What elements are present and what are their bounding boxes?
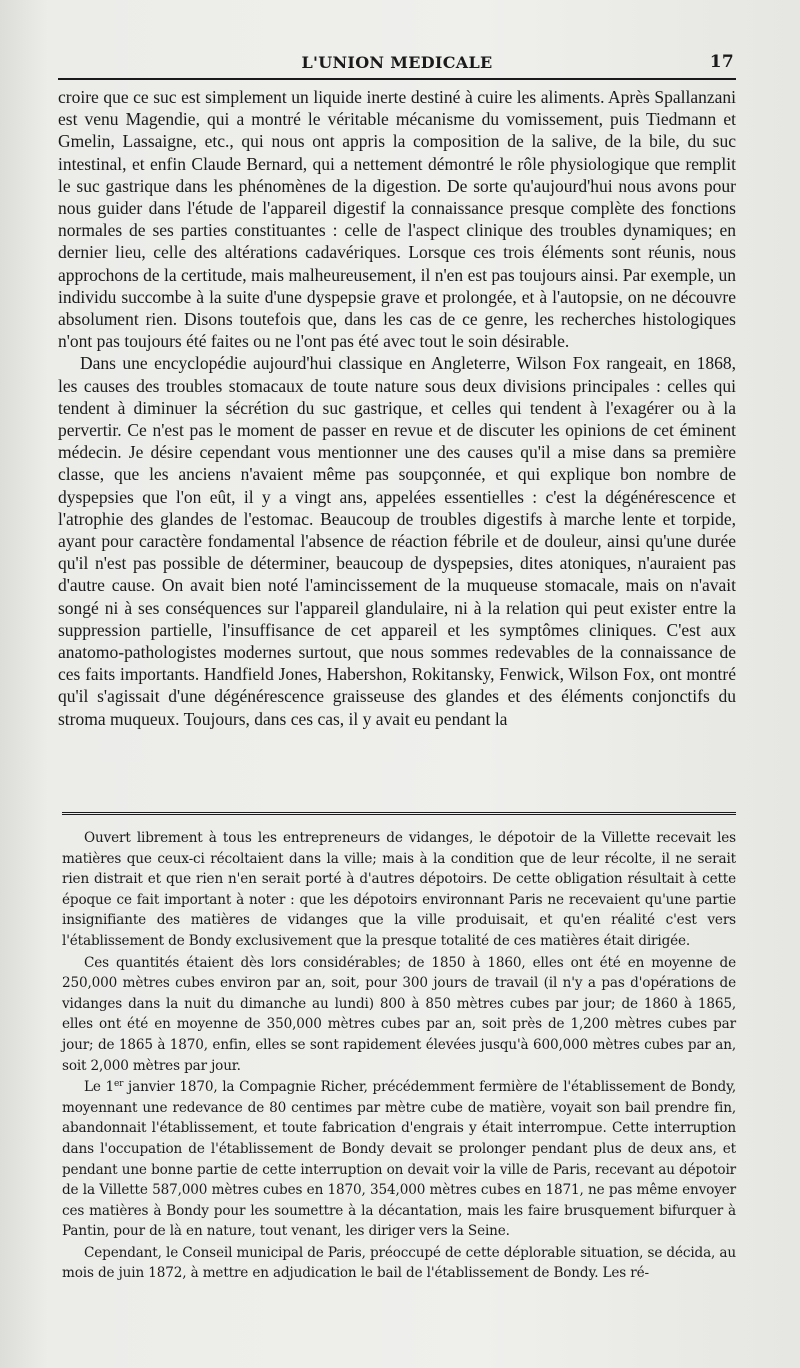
footnote-paragraph-text: janvier 1870, la Compagnie Richer, précédemment fermière de l'établissement de Bondy, moyennant une redevance de 80 centimes par mètre cube de matière, voyait son bail prendre fin, abandonnait l'établissement, et toute fabrication d'engrais y était interrompue. Cette interruption dans l'occupation de l'établissement de Bondy devait se prolonger pendant plus de deux ans, et pendant une bonne partie de cette interruption on devait voir la ville de Paris, recevant au dépotoir de la Villette 587,000 mètres cubes en 1870, 354,000 mètres cubes en 1871, ne pas même envoyer ces matières à Bondy pour les soumettre à la décantation, mais les faire brusquement bifurquer à Pantin, pour de là en nature, tout venant, les diriger vers la Seine. (62, 1079, 736, 1240)
body-text (58, 86, 736, 730)
journal-title: L'UNION MEDICALE (301, 53, 493, 72)
running-head (60, 44, 734, 74)
footnote-rule (62, 812, 736, 815)
body-paragraph: croire que ce suc est simplement un liquide inerte destiné à cuire les aliments. Après Spallanzani est venu Magendie, qui a montré le véritable mécanisme du vomissement, puis Tiedmann et Gmelin, Lassaigne, etc., qui nous ont appris la composition de la salive, de la bile, du suc intestinal, et enfin Claude Bernard, qui a nettement démontré le rôle physiologique que remplit le suc gastrique dans les phénomènes de la digestion. De sorte qu'aujourd'hui nous avons pour nous guider dans l'étude de l'appareil digestif la connaissance presque complète des fonctions normales de ses parties constituantes : celle de l'aspect clinique des troubles dynamiques; en dernier lieu, celle des altérations cadavériques. Lorsque ces trois éléments sont réunis, nous approchons de la certitude, mais malheureusement, il n'en est pas toujours ainsi. Par exemple, un individu succombe à la suite d'une dyspepsie grave et prolongée, et à l'autopsie, on ne découvre absolument rien. Disons toutefois que, dans les cas de ce genre, les recherches histologiques n'ont pas toujours été faites ou ne l'ont pas été avec tout le soin désirable. (58, 87, 736, 352)
ordinal-superscript: er (113, 1079, 124, 1090)
page-number: 17 (709, 52, 734, 72)
body-paragraph: Dans une encyclopédie aujourd'hui classique en Angleterre, Wilson Fox rangeait, en 1868, les causes des troubles stomacaux de toute nature sous deux divisions principales : celles qui tendent à diminuer la sécrétion du suc gastrique, et celles qui tendent à l'exagérer ou à la pervertir. Ce n'est pas le moment de passer en revue et de discuter les opinions de cet éminent médecin. Je désire cependant vous mentionner une des causes qu'il a mise dans sa première classe, que les anciens n'avaient même pas soupçonnée, et qui explique bon nombre de dyspepsies que l'on eût, il y a vingt ans, appelées essentielles : c'est la dégénérescence et l'atrophie des glandes de l'estomac. Beaucoup de troubles digestifs à marche lente et torpide, ayant pour caractère fondamental l'absence de réaction fébrile et de douleur, ainsi qu'une durée qu'il n'est pas possible de déterminer, beaucoup de dyspepsies, dites atoniques, n'auraient pas d'autre cause. On avait bien noté l'amincissement de la muqueuse stomacale, mais on n'avait songé ni à ses conséquences sur l'appareil glandulaire, ni à la relation qui peut exister entre la suppression partielle, l'insuffisance de cet appareil et les symptômes cliniques. C'est aux anatomo-pathologistes modernes surtout, que nous sommes redevables de la connaissance de ces faits importants. Handfield Jones, Habershon, Rokitansky, Fenwick, Wilson Fox, ont montré qu'il s'agissait d'une dégénérescence graisseuse des glandes et des éléments conjonctifs du stroma muqueux. Toujours, dans ces cas, il y avait eu pendant la (58, 353, 736, 729)
footnote-block (62, 828, 736, 1284)
footnote-paragraph: Ouvert librement à tous les entrepreneurs de vidanges, le dépotoir de la Villette recevait les matières que ceux-ci récoltaient dans la ville; mais à la condition que de leur récolte, il ne serait rien distrait et que rien n'en serait porté à d'autres dépotoirs. De cette obligation résultait à cette époque ce fait important à noter : que les dépotoirs environnant Paris ne recevaient qu'une partie insignifiante des matières de vidanges que la ville produisait, et qu'en réalité c'est vers l'établissement de Bondy exclusivement que la presque totalité de ces matières était dirigée. (62, 830, 736, 949)
header-rule (58, 78, 736, 80)
footnote-paragraph: Ces quantités étaient dès lors considérables; de 1850 à 1860, elles ont été en moyenne de 250,000 mètres cubes environ par an, soit, pour 300 jours de travail (il n'y a pas d'opérations de vidanges dans la nuit du dimanche au lundi) 800 à 850 mètres cubes par jour; de 1860 à 1865, elles ont été en moyenne de 350,000 mètres cubes par an, soit près de 1,200 mètres cubes par jour; de 1865 à 1870, enfin, elles se sont rapidement élevées jusqu'à 600,000 mètres cubes par an, soit 2,000 mètres par jour. (62, 954, 736, 1074)
footnote-paragraph: Cependant, le Conseil municipal de Paris, préoccupé de cette déplorable situation, se décida, au mois de juin 1872, à mettre en adjudication le bail de l'établissement de Bondy. Les ré- (62, 1244, 736, 1282)
date-prefix: Le 1 (84, 1079, 114, 1096)
footnote-paragraph (62, 1077, 736, 1242)
